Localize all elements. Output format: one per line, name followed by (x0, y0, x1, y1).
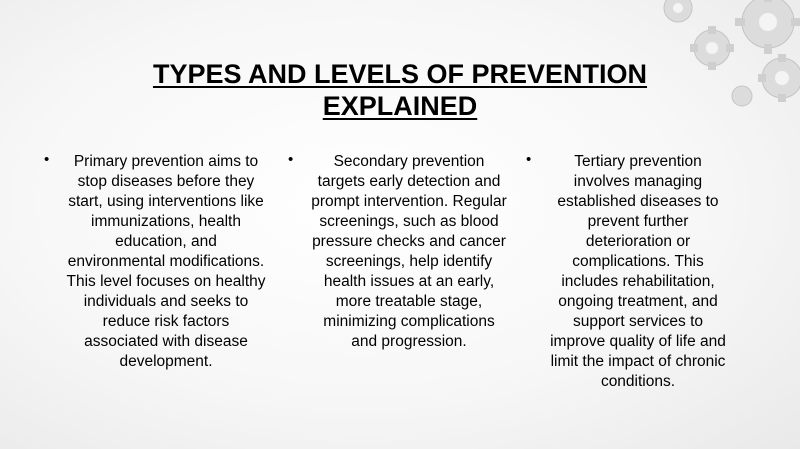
bullet-text: Primary prevention aims to stop diseases before they start, using interventions like immunizations, health education, and environmental modifications. This level focuses on healthy individuals and seeks to reduce risk factors associated with disease development. (66, 153, 266, 370)
slide-title: TYPES AND LEVELS OF PREVENTION EXPLAINED (152, 59, 648, 121)
bullet-text: Tertiary prevention involves managing established diseases to prevent further deterioration or complications. This includes rehabilitation, ongoing treatment, and support services to improve quality of life and limit the impact of chronic conditions. (550, 153, 726, 390)
bullet-marker: • (288, 151, 294, 168)
bullet-tertiary-prevention (526, 151, 728, 392)
bullet-marker: • (526, 151, 532, 168)
bullet-marker: • (44, 151, 50, 168)
bullet-secondary-prevention (288, 151, 508, 352)
bullet-text: Secondary prevention targets early detection and prompt intervention. Regular screenings, such as blood pressure checks and cancer screenings, help identify health issues at an early, more treatable stage, minimizing complications and progression. (311, 153, 507, 350)
bullet-primary-prevention (44, 151, 266, 372)
